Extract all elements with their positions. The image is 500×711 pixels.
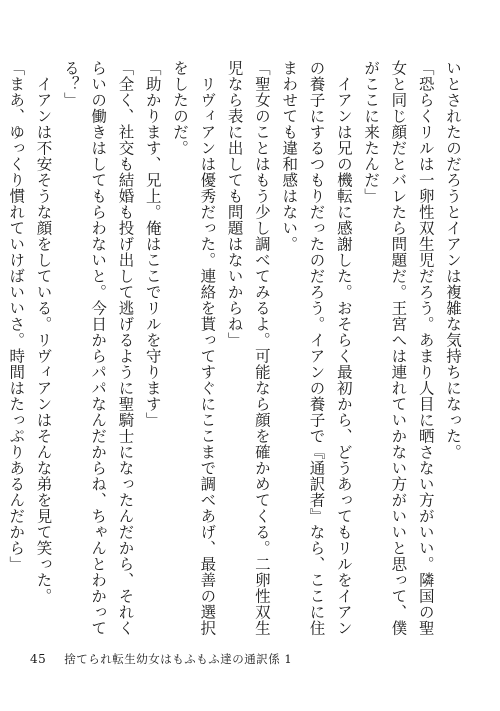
paragraph-10 <box>0 60 2 640</box>
paragraph-3: イアンは兄の機転に感謝した。おそらく最初から、どうあってもリルをイアンの養子にするつもりだったのだろう。イアンの養子で『通訳者』なら、ここに住まわせても違和感はない。 <box>280 60 353 636</box>
paragraph-2: 「恐らくリルは一卵性双生児だろう。あまり人目に晒さない方がいい。隣国の聖女と同じ顔だとバレたら問題だ。王宮へは連れていかない方がいいと思って、僕がここに来たんだ」 <box>362 60 435 636</box>
paragraph-8: イアンは不安そうな顔をしている。リヴィアンはそんな弟を見て笑った。 <box>34 75 53 604</box>
body-text <box>7 60 466 640</box>
paragraph-7: 「全く、社交も結婚も投げ出して逃げるように聖騎士になったんだから、それくらいの働きはしてもらわないと。今日からパパなんだからね、ちゃんとわかってる？」 <box>61 60 135 636</box>
running-title: 捨てられ転生幼女はもふもふ達の通訳係 1 <box>64 652 293 666</box>
paragraph-9: 「まあ、ゆっくり慣れていけばいいさ。時間はたっぷりあるんだから」 <box>7 60 26 572</box>
paragraph-1: いとされたのだろうとイアンは複雑な気持ちになった。 <box>444 60 462 460</box>
page-footer <box>30 649 470 669</box>
page-number: 45 <box>30 652 47 666</box>
paragraph-6: 「助かります、兄上。俺はここでリルを守ります」 <box>143 60 162 428</box>
paragraph-4: 「聖女のことはもう少し調べてみるよ。可能なら顔を確かめてくる。二卵性双生児なら表に出しても問題はないからね」 <box>225 60 271 636</box>
paragraph-5: リヴィアンは優秀だった。連絡を貰ってすぐにここまで調べあげ、最善の選択をしたのだ。 <box>171 60 217 636</box>
